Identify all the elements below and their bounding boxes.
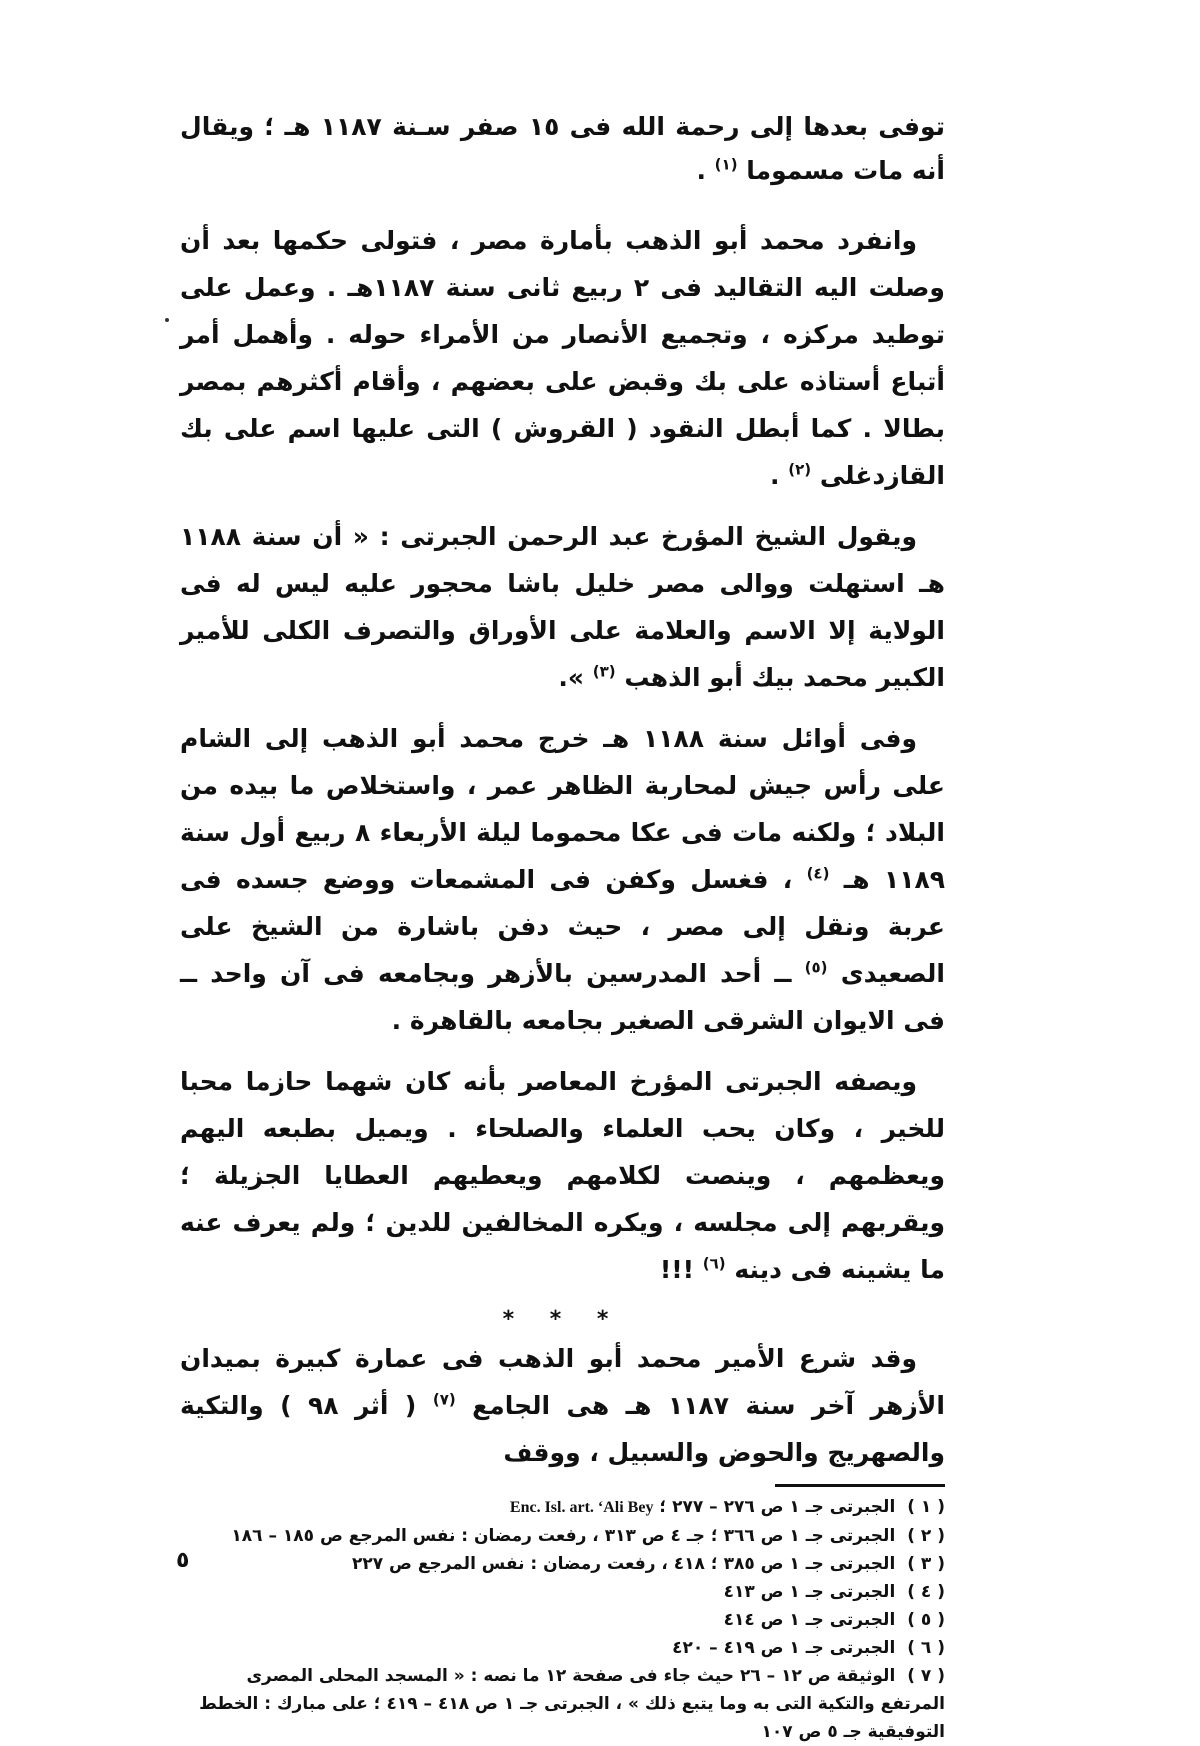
paragraph-tail: . xyxy=(696,156,706,185)
footnote-ref-7[interactable]: (٧) xyxy=(432,1390,456,1409)
paragraph-3 xyxy=(180,513,945,701)
paragraph-text: وانفرد محمد أبو الذهب بأمارة مصر ، فتولى حكمها بعد أن وصلت اليه التقاليد فى ٢ ربيع ثانى سنة ١١٨٧هـ . وعمل على توطيد مركزه ، وتجميع الأنصار من الأمراء حوله . وأهمل أمر أتباع أستاذه على بك وقبض على بعضهم ، وأقام أكثرهم بمصر بطالا . كما أبطل النقود ( القروش ) التى عليها اسم على بك القازدغلى xyxy=(180,226,945,490)
footnote-1 xyxy=(180,1493,945,1522)
footnote-text: الوثيقة ص ١٢ – ٢٦ حيث جاء فى صفحة ١٢ ما نصه : « المسجد المحلى المصرى المرتفع والتكية التى به وما يتبع ذلك » ، الجبرتى جـ ١ ص ٤١٨ – ٤١٩ ؛ على مبارك : الخطط التوفيقية جـ ٥ ص ١٠٧ xyxy=(199,1666,945,1742)
footnote-number: ( ١ ) xyxy=(907,1497,945,1517)
paragraph-tail: . xyxy=(770,461,780,490)
footnote-ref-2[interactable]: (٢) xyxy=(788,460,812,479)
paragraph-tail: ، فغسل وكفن فى المشمعات ووضع جسده فى عربة ونقل إلى مصر ، حيث دفن باشارة من الشيخ على الصعيدى xyxy=(180,865,945,988)
paragraph-text: توفى بعدها إلى رحمة الله فى ١٥ صفر سـنة ١١٨٧ هـ ؛ ويقال أنه مات مسموما xyxy=(180,112,945,185)
footnote-text: الجبرتى جـ ١ ص ٣٨٥ ؛ ٤١٨ ، رفعت رمضان : نفس المرجع ص ٢٢٧ xyxy=(352,1554,896,1574)
section-separator: * * * xyxy=(502,1307,623,1332)
footnote-6 xyxy=(180,1634,945,1662)
paragraph-4 xyxy=(180,715,945,1044)
book-page xyxy=(180,105,945,1746)
scan-speck xyxy=(165,318,169,322)
footnote-5 xyxy=(180,1606,945,1634)
paragraph-tail: ». xyxy=(558,663,585,692)
footnote-text: الجبرتى جـ ١ ص ٤١٩ – ٤٢٠ xyxy=(672,1638,896,1658)
footnote-number: ( ٤ ) xyxy=(907,1582,945,1602)
page-number: ٥ xyxy=(176,1548,190,1573)
paragraph-text: ويقول الشيخ المؤرخ عبد الرحمن الجبرتى : « أن سنة ١١٨٨ هـ استهلت ووالى مصر خليل باشا محجور عليه ليس له فى الولاية إلا الاسم والعلامة على الأوراق والتصرف الكلى للأمير الكبير محمد بيك أبو الذهب xyxy=(180,522,945,692)
footnote-number: ( ٣ ) xyxy=(907,1554,945,1574)
paragraph-tail-2: ــ أحد المدرسين بالأزهر وبجامعه فى آن واحد ــ فى الايوان الشرقى الصغير بجامعه بالقاهرة . xyxy=(180,959,945,1035)
paragraph-6 xyxy=(180,1335,945,1476)
footnote-latin-citation: Enc. Isl. art. ‘Ali Bey xyxy=(509,1499,654,1516)
paragraph-text: وقد شرع الأمير محمد أبو الذهب فى عمارة كبيرة بميدان الأزهر آخر سنة ١١٨٧ هـ هى الجامع xyxy=(180,1344,945,1420)
paragraph-2 xyxy=(180,217,945,499)
paragraph-text: ويصفه الجبرتى المؤرخ المعاصر بأنه كان شهما حازما محبا للخير ، وكان يحب العلماء والصلحاء . ويميل بطبعه اليهم ويعظمهم ، وينصت لكلامهم ويعطيهم العطايا الجزيلة ؛ ويقربهم إلى مجلسه ، ويكره المخالفين للدين ؛ ولم يعرف عنه ما يشينه فى دينه xyxy=(180,1067,945,1284)
footnote-ref-6[interactable]: (٦) xyxy=(702,1254,726,1273)
footnote-2 xyxy=(180,1522,945,1550)
footnote-number: ( ٧ ) xyxy=(907,1666,945,1686)
footnote-ref-1[interactable]: (١) xyxy=(714,155,738,174)
footnote-7 xyxy=(180,1662,945,1746)
footnote-text: الجبرتى جـ ١ ص ٢٧٦ – ٢٧٧ ؛ xyxy=(653,1497,896,1517)
footnote-number: ( ٢ ) xyxy=(907,1526,945,1546)
paragraph-5 xyxy=(180,1058,945,1293)
footnote-text: الجبرتى جـ ١ ص ٣٦٦ ؛ جـ ٤ ص ٣١٣ ، رفعت رمضان : نفس المرجع ص ١٨٥ – ١٨٦ xyxy=(231,1526,896,1546)
footnote-ref-4[interactable]: (٤) xyxy=(806,864,830,883)
footnote-ref-5[interactable]: (٥) xyxy=(804,958,828,977)
paragraph-text: وفى أوائل سنة ١١٨٨ هـ خرج محمد أبو الذهب إلى الشام على رأس جيش لمحاربة الظاهر عمر ، واستخلاص ما بيده من البلاد ؛ ولكنه مات فى عكا محموما ليلة الأربعاء ٨ ربيع أول سنة ١١٨٩ هـ xyxy=(180,724,945,894)
footnote-ref-3[interactable]: (٣) xyxy=(592,662,616,681)
footnote-number: ( ٥ ) xyxy=(907,1610,945,1630)
footnote-text: الجبرتى جـ ١ ص ٤١٣ xyxy=(723,1582,896,1602)
footnote-number: ( ٦ ) xyxy=(907,1638,945,1658)
paragraph-tail: ( أثر ٩٨ ) والتكية والصهريج والحوض والسبيل ، ووقف xyxy=(180,1391,945,1467)
paragraph-1 xyxy=(180,105,945,193)
footnotes xyxy=(180,1493,945,1746)
footnote-divider xyxy=(775,1484,945,1487)
footnote-text: الجبرتى جـ ١ ص ٤١٤ xyxy=(723,1610,896,1630)
footnote-4 xyxy=(180,1578,945,1606)
paragraph-tail: !!! xyxy=(659,1255,695,1284)
footnote-3 xyxy=(180,1550,945,1578)
